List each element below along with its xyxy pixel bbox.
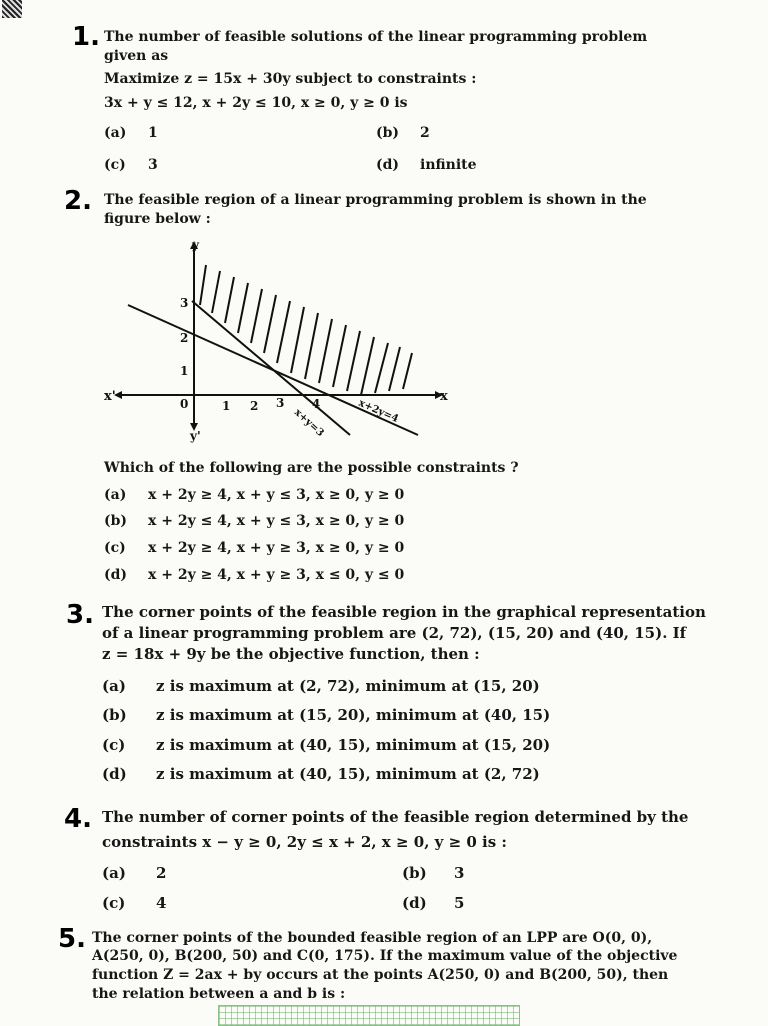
line-label: x+y=3	[291, 407, 326, 439]
qr-code-icon	[2, 0, 22, 18]
x-tick-label: 4	[312, 397, 321, 411]
y-axis-label: y	[192, 238, 199, 252]
option-d[interactable]: (d) x + 2y ≥ 4, x + y ≥ 3, x ≤ 0, y ≤ 0	[104, 567, 405, 583]
x-prime-label: x'	[104, 389, 116, 404]
question-text-line: Maximize z = 15x + 30y subject to constraints :	[104, 71, 477, 87]
option-b[interactable]: (b) 2	[376, 125, 430, 141]
question-number: 1.	[72, 22, 100, 52]
x-tick-label: 2	[250, 399, 259, 413]
question-prompt: Which of the following are the possible constraints ?	[104, 460, 519, 476]
question-text-line: A(250, 0), B(200, 50) and C(0, 175). If the maximum value of the objective	[92, 948, 678, 964]
origin-label: 0	[180, 397, 189, 411]
feasible-region-hatching	[200, 265, 412, 395]
question-text-line: the relation between a and b is :	[92, 986, 346, 1002]
option-d[interactable]: (d) infinite	[376, 157, 477, 173]
option-b[interactable]: (b) z is maximum at (15, 20), minimum at (40, 15)	[102, 706, 551, 724]
option-c[interactable]: (c) x + 2y ≥ 4, x + y ≥ 3, x ≥ 0, y ≥ 0	[104, 540, 405, 556]
question-text-line: given as	[104, 48, 169, 64]
option-d[interactable]: (d) z is maximum at (40, 15), minimum at (2, 72)	[102, 765, 540, 783]
option-c[interactable]: (c) z is maximum at (40, 15), minimum at (15, 20)	[102, 736, 551, 754]
question-text-line: The corner points of the feasible region in the graphical representation	[102, 603, 706, 621]
question-number: 4.	[64, 804, 92, 834]
option-a[interactable]: (a) z is maximum at (2, 72), minimum at (15, 20)	[102, 677, 540, 695]
y-tick-label: 1	[180, 364, 189, 378]
option-c[interactable]: (c) 3	[104, 157, 158, 173]
question-text-line: z = 18x + 9y be the objective function, then :	[102, 645, 480, 663]
y-tick-label: 3	[180, 296, 189, 310]
question-number: 2.	[64, 186, 92, 216]
line-label: x+2y=4	[356, 397, 401, 426]
y-prime-label: y'	[190, 429, 201, 443]
answer-grid-strip	[218, 1005, 520, 1026]
question-text-line: of a linear programming problem are (2, 72), (15, 20) and (40, 15). If	[102, 624, 687, 642]
question-text-line: The corner points of the bounded feasible region of an LPP are O(0, 0),	[92, 930, 653, 946]
y-tick-label: 2	[180, 331, 189, 345]
question-text-line: The number of corner points of the feasible region determined by the	[102, 808, 689, 826]
question-number: 5.	[58, 924, 86, 954]
option-a[interactable]: (a) x + 2y ≥ 4, x + y ≤ 3, x ≥ 0, y ≥ 0	[104, 487, 405, 503]
question-text-line: The number of feasible solutions of the linear programming problem	[104, 29, 648, 45]
feasible-region-figure	[100, 235, 460, 450]
question-text-line: function Z = 2ax + by occurs at the points A(250, 0) and B(200, 50), then	[92, 967, 669, 983]
x-tick-label: 1	[222, 399, 231, 413]
x-tick-label: 3	[276, 396, 285, 410]
question-text-line: 3x + y ≤ 12, x + 2y ≤ 10, x ≥ 0, y ≥ 0 is	[104, 95, 408, 111]
question-number: 3.	[66, 600, 94, 630]
option-a[interactable]: (a) 2	[102, 864, 167, 882]
option-b[interactable]: (b) 3	[402, 864, 465, 882]
question-text-line: The feasible region of a linear programming problem is shown in the	[104, 192, 647, 208]
option-c[interactable]: (c) 4	[102, 894, 167, 912]
option-b[interactable]: (b) x + 2y ≤ 4, x + y ≤ 3, x ≥ 0, y ≥ 0	[104, 513, 405, 529]
option-d[interactable]: (d) 5	[402, 894, 465, 912]
question-text-line: constraints x − y ≥ 0, 2y ≤ x + 2, x ≥ 0, y ≥ 0 is :	[102, 833, 507, 851]
option-a[interactable]: (a) 1	[104, 125, 158, 141]
x-axis-label: x	[440, 389, 448, 404]
question-text-line: figure below :	[104, 211, 211, 227]
